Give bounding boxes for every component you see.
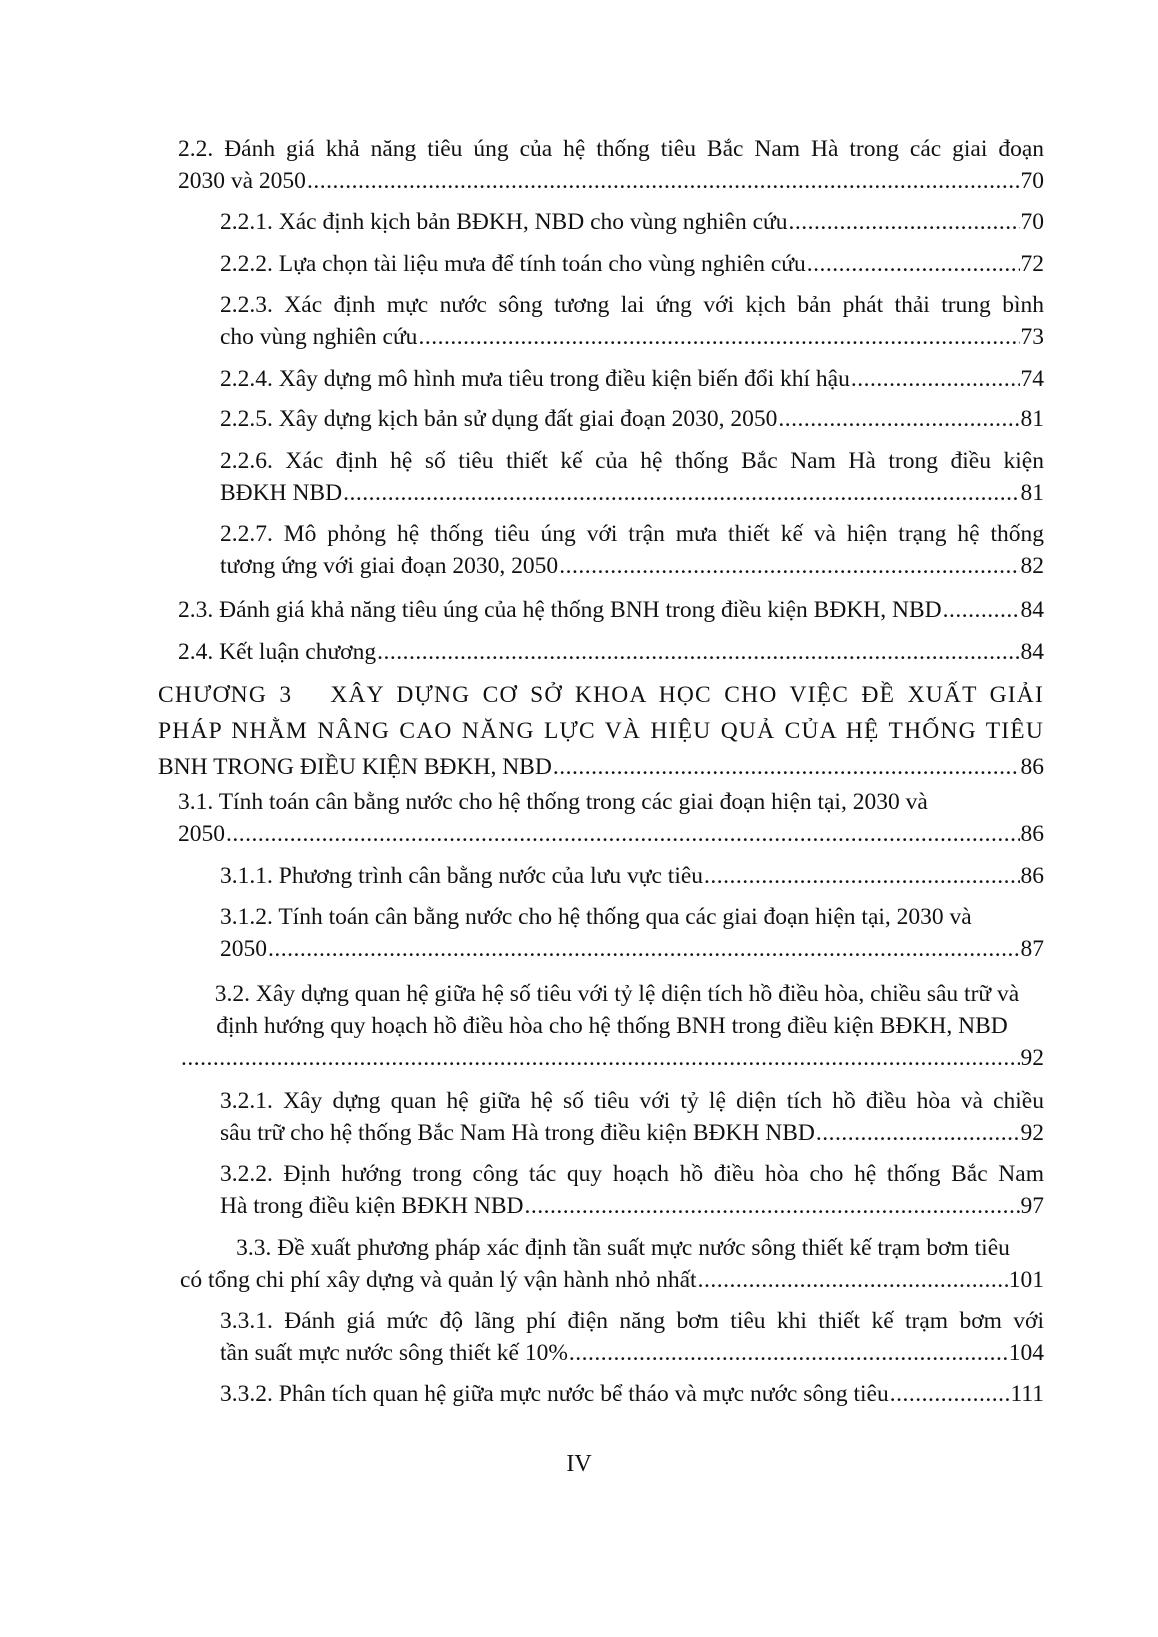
dot-leader [307, 165, 1020, 197]
toc-entry-2-4[interactable] [178, 636, 1044, 668]
toc-page-number: 92 [1020, 1120, 1044, 1146]
toc-entry-2-2-3[interactable] [220, 289, 1044, 353]
toc-entry-text: BĐKH NBD [220, 480, 343, 506]
toc-entry-text: 2.2.7. Mô phỏng hệ thống tiêu úng với trận mưa thiết kế và hiện trạng hệ thống [220, 521, 1044, 547]
toc-entry-text: 3.3.2. Phân tích quan hệ giữa mực nước bể tháo và mực nước sông tiêu [220, 1381, 889, 1407]
dot-leader [181, 1042, 1020, 1074]
toc-entry-3-1-2[interactable] [220, 901, 1044, 965]
toc-entry-text: 2050 [220, 936, 267, 962]
toc-entry-3-2-1[interactable] [220, 1085, 1044, 1149]
dot-leader [553, 749, 1020, 785]
toc-entry-leader-line [220, 321, 1044, 353]
chapter-title-part: BNH TRONG ĐIỀU KIỆN BĐKH, NBD [158, 754, 552, 780]
toc-entry-leader-line [220, 550, 1044, 582]
toc-page-number: 111 [1010, 1381, 1044, 1407]
toc-page-number: 84 [1020, 597, 1044, 623]
toc-entry-text: 2.2.3. Xác định mực nước sông tương lai ứng với kịch bản phát thải trung bình [220, 292, 1044, 318]
toc-entry-text: tần suất mực nước sông thiết kế 10% [220, 1340, 568, 1366]
toc-page-number: 87 [1020, 936, 1044, 962]
toc-entry-text: 3.1.1. Phương trình cân bằng nước của lưu vực tiêu [220, 863, 704, 889]
toc-entry-text: 3.1. Tính toán cân bằng nước cho hệ thống trong các giai đoạn hiện tại, 2030 và [178, 789, 928, 815]
toc-entry-leader-line [178, 594, 1044, 626]
toc-entry-text: 3.2.1. Xây dựng quan hệ giữa hệ số tiêu với tỷ lệ diện tích hồ điều hòa và chiều [220, 1088, 1044, 1114]
toc-page-number: 86 [1020, 754, 1044, 780]
toc-entry-leader-line [220, 933, 1044, 965]
toc-entry-leader-line [220, 1337, 1044, 1369]
toc-entry-text: có tổng chi phí xây dựng và quản lý vận hành nhỏ nhất [180, 1267, 697, 1293]
toc-entry-3-3-2[interactable] [220, 1378, 1044, 1410]
toc-entry-leader-line [178, 636, 1044, 668]
toc-page-number: 81 [1020, 406, 1044, 432]
toc-entry-text: cho vùng nghiên cứu [220, 324, 418, 350]
toc-entry-text: 3.1.2. Tính toán cân bằng nước cho hệ thống qua các giai đoạn hiện tại, 2030 và [220, 904, 972, 930]
toc-page-number: 70 [1020, 168, 1044, 194]
toc-entry-2-3[interactable] [178, 594, 1044, 626]
toc-entry-text: 2.2. Đánh giá khả năng tiêu úng của hệ thống tiêu Bắc Nam Hà trong các giai đoạn [178, 136, 1044, 162]
toc-page-number: 86 [1020, 863, 1044, 889]
dot-leader [851, 363, 1020, 395]
dot-leader [943, 594, 1020, 626]
dot-leader [343, 477, 1019, 509]
toc-page-number: 97 [1020, 1193, 1044, 1219]
toc-entry-leader-line [220, 206, 1044, 238]
toc-page-number: 92 [1020, 1045, 1044, 1071]
toc-entry-leader-line [220, 403, 1044, 435]
toc-entry-leader-line [220, 860, 1044, 892]
toc-entry-text: tương ứng với giai đoạn 2030, 2050 [220, 553, 559, 579]
toc-entry-3-1-1[interactable] [220, 860, 1044, 892]
toc-entry-leader-line [178, 818, 1044, 850]
chapter-label: CHƯƠNG 3 [158, 682, 293, 708]
toc-entry-leader-line [220, 248, 1044, 280]
toc-page-number: 70 [1020, 209, 1044, 235]
toc-page-number: 101 [1008, 1267, 1044, 1293]
page-number-footer: IV [566, 1451, 592, 1477]
toc-entry-3-3-1[interactable] [220, 1305, 1044, 1369]
toc-entry-text: 2.2.4. Xây dựng mô hình mưa tiêu trong điều kiện biến đổi khí hậu [220, 366, 850, 392]
toc-page-number: 82 [1020, 553, 1044, 579]
toc-entry-text: 2030 và 2050 [178, 168, 306, 194]
toc-page-number: 74 [1020, 366, 1044, 392]
dot-leader [704, 860, 1019, 892]
toc-entry-leader-line [220, 1190, 1044, 1222]
dot-leader [778, 403, 1019, 435]
toc-entry-leader-line [178, 165, 1044, 197]
toc-entry-leader-line [220, 1378, 1044, 1410]
dot-leader [525, 1190, 1020, 1222]
toc-entry-leader-line [220, 363, 1044, 395]
dot-leader [559, 550, 1019, 582]
toc-page-number: 84 [1020, 639, 1044, 665]
dot-leader [569, 1337, 1008, 1369]
toc-entry-leader-line [180, 1264, 1044, 1296]
toc-entry-text: 2050 [178, 821, 225, 847]
dot-leader [890, 1378, 1010, 1410]
toc-entry-leader-line [220, 477, 1044, 509]
toc-entry-2-2-2[interactable] [220, 248, 1044, 280]
chapter-heading-line [158, 677, 1044, 713]
toc-entry-text: 3.2. Xây dựng quan hệ giữa hệ số tiêu với tỷ lệ diện tích hồ điều hòa, chiều sâu trữ và [214, 981, 1020, 1007]
toc-entry-text: 3.3. Đề xuất phương pháp xác định tần suất mực nước sông thiết kế trạm bơm tiêu [236, 1235, 1010, 1261]
toc-page-number: 104 [1008, 1340, 1044, 1366]
toc-entry-text: 2.2.5. Xây dựng kịch bản sử dụng đất giai đoạn 2030, 2050 [220, 406, 778, 432]
dot-leader [807, 248, 1020, 280]
toc-page-number: 81 [1020, 480, 1044, 506]
toc-entry-text: 2.4. Kết luận chương [178, 639, 377, 665]
toc-entry-2-2-5[interactable] [220, 403, 1044, 435]
toc-entry-text: Hà trong điều kiện BĐKH NBD [220, 1193, 524, 1219]
toc-entry-text: 2.3. Đánh giá khả năng tiêu úng của hệ thống BNH trong điều kiện BĐKH, NBD [178, 597, 942, 623]
toc-entry-text: 3.3.1. Đánh giá mức độ lãng phí điện năng bơm tiêu khi thiết kế trạm bơm với [220, 1308, 1044, 1334]
toc-entry-text: 2.2.2. Lựa chọn tài liệu mưa để tính toán cho vùng nghiên cứu [220, 251, 806, 277]
toc-page-number: 72 [1020, 251, 1044, 277]
toc-page-number: 86 [1020, 821, 1044, 847]
toc-entry-3-2[interactable] [180, 978, 1044, 1074]
toc-entry-text: định hướng quy hoạch hồ điều hòa cho hệ thống BNH trong điều kiện BĐKH, NBD [216, 1013, 1008, 1039]
toc-entry-2-2-7[interactable] [220, 518, 1044, 582]
toc-entry-text: sâu trữ cho hệ thống Bắc Nam Hà trong điều kiện BĐKH NBD [220, 1120, 815, 1146]
toc-entry-leader-line [220, 1117, 1044, 1149]
toc-entry-2-2-4[interactable] [220, 363, 1044, 395]
dot-leader [789, 206, 1020, 238]
toc-entry-leader-line [180, 1042, 1044, 1074]
toc-entry-2-2-1[interactable] [220, 206, 1044, 238]
toc-entry-3-2-2[interactable] [220, 1158, 1044, 1222]
dot-leader [377, 636, 1019, 668]
toc-page-number: 73 [1020, 324, 1044, 350]
toc-entry-leader-line [158, 749, 1044, 785]
chapter-title-part: PHÁP NHẰM NÂNG CAO NĂNG LỰC VÀ HIỆU QUẢ CỦA HỆ THỐNG TIÊU [158, 718, 1044, 744]
toc-entry-3-3[interactable] [180, 1232, 1044, 1296]
dot-leader [698, 1264, 1008, 1296]
toc-entry-3-1[interactable] [178, 786, 1044, 850]
toc-entry-2-2-6[interactable] [220, 445, 1044, 509]
dot-leader [226, 818, 1020, 850]
toc-entry-chapter-3[interactable] [158, 677, 1044, 785]
toc-entry-text: 2.2.6. Xác định hệ số tiêu thiết kế của hệ thống Bắc Nam Hà trong điều kiện [220, 448, 1044, 474]
toc-entry-2-2[interactable] [178, 133, 1044, 197]
dot-leader [418, 321, 1019, 353]
toc-entry-text: 3.2.2. Định hướng trong công tác quy hoạch hồ điều hòa cho hệ thống Bắc Nam [220, 1161, 1044, 1187]
dot-leader [268, 933, 1020, 965]
toc-entry-text: 2.2.1. Xác định kịch bản BĐKH, NBD cho vùng nghiên cứu [220, 209, 788, 235]
dot-leader [816, 1117, 1020, 1149]
chapter-title-part: XÂY DỰNG CƠ SỞ KHOA HỌC CHO VIỆC ĐỀ XUẤT GIẢI [330, 682, 1044, 708]
